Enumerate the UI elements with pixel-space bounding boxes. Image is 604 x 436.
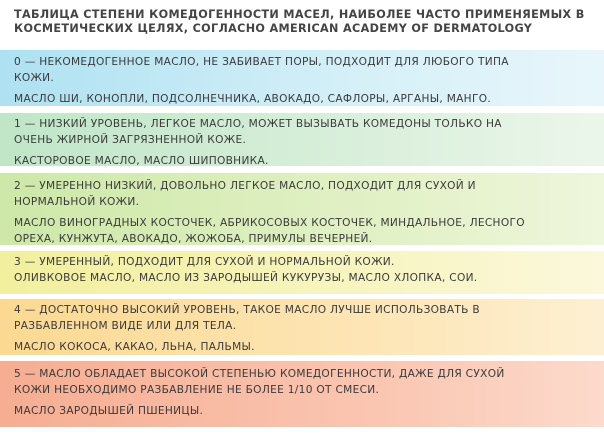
title-line-2: КОСМЕТИЧЕСКИХ ЦЕЛЯХ, СОГЛАСНО AMERICAN ACADEMY OF DERMATOLOGY [14,22,533,35]
level-0-oils-line-1: МАСЛО ШИ, КОНОПЛИ, ПОДСОЛНЕЧНИКА, АВОКАДО, САФЛОРЫ, АРГАНЫ, МАНГО. [14,93,492,105]
level-5-description [14,367,592,398]
level-5-description-line-2: КОЖИ НЕОБХОДИМО РАЗБАВЛЕНИЕ НЕ БОЛЕЕ 1/10 ОТ СМЕСИ. [14,383,380,396]
level-2-oils-line-1: МАСЛО ВИНОГРАДНЫХ КОСТОЧЕК, АБРИКОСОВЫХ КОСТОЧЕК, МИНДАЛЬНОЕ, ЛЕСНОГО [14,217,525,229]
level-4-band [0,299,604,355]
level-3-description-line-1: 3 — УМЕРЕННЫЙ, ПОДХОДИТ ДЛЯ СУХОЙ И НОРМАЛЬНОЙ КОЖИ. [14,256,395,268]
level-0-description [14,55,592,86]
level-1-description-line-1: 1 — НИЗКИЙ УРОВЕНЬ, ЛЕГКОЕ МАСЛО, МОЖЕТ ВЫЗЫВАТЬ КОМЕДОНЫ ТОЛЬКО НА [14,118,502,130]
level-2-description [14,179,592,210]
level-3-oils-line-1: ОЛИВКОВОЕ МАСЛО, МАСЛО ИЗ ЗАРОДЫШЕЙ КУКУРУЗЫ, МАСЛО ХЛОПКА, СОИ. [14,271,478,284]
level-0-oils [14,92,592,108]
level-4-oils [14,340,592,356]
level-5-oils-line-1: МАСЛО ЗАРОДЫШЕЙ ПШЕНИЦЫ. [14,405,204,417]
level-4-description-line-1: 4 — ДОСТАТОЧНО ВЫСОКИЙ УРОВЕНЬ, ТАКОЕ МАСЛО ЛУЧШЕ ИСПОЛЬЗОВАТЬ В [14,304,480,316]
level-5-description-line-1: 5 — МАСЛО ОБЛАДАЕТ ВЫСОКОЙ СТЕПЕНЬЮ КОМЕДОГЕННОСТИ, ДАЖЕ ДЛЯ СУХОЙ [14,368,505,380]
level-5-band [0,361,604,427]
level-2-description-line-2: НОРМАЛЬНОЙ КОЖИ. [14,195,140,208]
title-line-1: ТАБЛИЦА СТЕПЕНИ КОМЕДОГЕННОСТИ МАСЕЛ, НАИБОЛЕЕ ЧАСТО ПРИМЕНЯЕМЫХ В [14,8,585,21]
level-2-oils-line-2: ОРЕХА, КУНЖУТА, АВОКАДО, ЖОЖОБА, ПРИМУЛЫ ВЕЧЕРНЕЙ. [14,232,373,245]
level-3-oils [14,271,592,287]
level-5-oils [14,404,592,420]
level-2-band [0,173,604,245]
level-0-band [0,50,604,106]
level-1-description [14,117,592,148]
level-4-description [14,303,592,334]
level-1-band [0,113,604,166]
level-0-description-line-2: КОЖИ. [14,71,55,84]
level-3-description [14,255,592,271]
level-4-description-line-2: РАЗБАВЛЕННОМ ВИДЕ ИЛИ ДЛЯ ТЕЛА. [14,319,237,332]
level-1-oils-line-1: КАСТОРОВОЕ МАСЛО, МАСЛО ШИПОВНИКА. [14,155,269,167]
level-2-description-line-1: 2 — УМЕРЕННО НИЗКИЙ, ДОВОЛЬНО ЛЕГКОЕ МАСЛО, ПОДХОДИТ ДЛЯ СУХОЙ И [14,180,476,192]
level-1-oils [14,154,592,170]
level-4-oils-line-1: МАСЛО КОКОСА, КАКАО, ЛЬНА, ПАЛЬМЫ. [14,341,255,353]
page-title [14,8,594,36]
level-0-description-line-1: 0 — НЕКОМЕДОГЕННОЕ МАСЛО, НЕ ЗАБИВАЕТ ПОРЫ, ПОДХОДИТ ДЛЯ ЛЮБОГО ТИПА [14,56,509,68]
level-1-description-line-2: ОЧЕНЬ ЖИРНОЙ ЗАГРЯЗНЕННОЙ КОЖЕ. [14,133,247,146]
level-3-band [0,251,604,294]
level-2-oils [14,216,592,247]
